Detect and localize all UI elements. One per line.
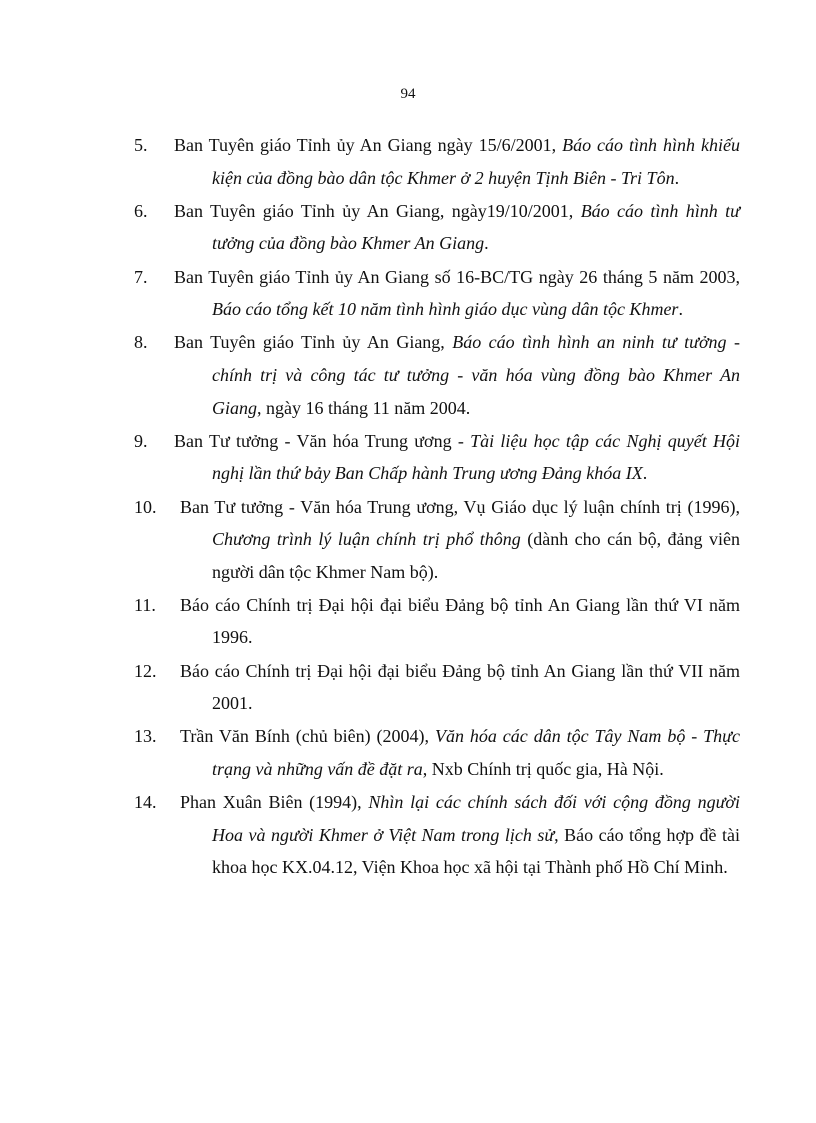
reference-item	[134, 326, 740, 424]
reference-text	[134, 425, 740, 490]
reference-segment: Trần Văn Bính (chủ biên) (2004),	[180, 726, 435, 747]
reference-item	[134, 589, 740, 654]
reference-item	[134, 195, 740, 260]
reference-segment: .	[484, 233, 489, 254]
reference-number: 6.	[134, 200, 148, 221]
reference-title: Nhìn lại các chính sách đối với cộng đồng người Hoa và người Khmer ở Việt Nam trong lịch sử	[212, 792, 740, 845]
reference-title: Báo cáo tình hình khiếu kiện của đồng bào dân tộc Khmer ở 2 huyện Tịnh Biên - Tri Tôn	[212, 135, 741, 188]
reference-segment: Báo cáo Chính trị Đại hội đại biểu Đảng bộ tỉnh An Giang lần thứ VII năm 2001.	[180, 660, 740, 714]
reference-item	[134, 491, 740, 589]
reference-segment: Ban Tuyên giáo Tỉnh ủy An Giang,	[174, 332, 453, 353]
reference-number: 7.	[134, 266, 148, 287]
reference-text	[134, 655, 740, 720]
reference-title: Chương trình lý luận chính trị phổ thông	[212, 529, 521, 550]
reference-item	[134, 261, 740, 326]
reference-segment: (dành cho cán bộ, đảng viên người dân tộc Khmer Nam bộ).	[212, 529, 740, 582]
reference-segment: Báo cáo Chính trị Đại hội đại biểu Đảng bộ tỉnh An Giang lần thứ VI năm 1996.	[180, 594, 740, 648]
reference-list	[134, 129, 740, 885]
reference-number: 11.	[134, 594, 156, 615]
reference-text	[134, 786, 740, 884]
reference-segment: Phan Xuân Biên (1994),	[180, 792, 369, 813]
reference-title: Văn hóa các dân tộc Tây Nam bộ - Thực trạng và những vấn đề đặt ra	[212, 726, 740, 780]
reference-number: 8.	[134, 332, 148, 353]
reference-segment: .	[642, 463, 648, 484]
page-number: 94	[400, 86, 416, 102]
reference-title: Báo cáo tình hình an ninh tư tưởng - chính trị và công tác tư tưởng - văn hóa vùng đồng bào Khmer An Giang	[212, 332, 740, 418]
reference-text	[134, 195, 740, 260]
reference-segment: Ban Tư tưởng - Văn hóa Trung ương, Vụ Giáo dục lý luận chính trị (1996),	[180, 496, 740, 517]
reference-title: Báo cáo tình hình tư tưởng của đồng bào Khmer An Giang	[212, 200, 740, 254]
reference-item	[134, 129, 740, 194]
reference-number: 9.	[134, 430, 148, 451]
reference-segment: .	[678, 299, 683, 320]
reference-text	[134, 261, 740, 326]
reference-segment: .	[674, 167, 680, 188]
reference-item	[134, 720, 740, 785]
reference-segment: , ngày 16 tháng 11 năm 2004.	[257, 397, 471, 418]
reference-text	[134, 129, 740, 194]
reference-segment: , Nxb Chính trị quốc gia, Hà Nội.	[422, 759, 664, 780]
reference-segment: Ban Tuyên giáo Tỉnh ủy An Giang ngày 15/6/2001,	[174, 135, 563, 155]
reference-text	[134, 326, 740, 424]
reference-segment: Ban Tuyên giáo Tỉnh ủy An Giang, ngày19/10/2001,	[174, 200, 581, 221]
reference-text	[134, 589, 740, 654]
reference-text	[134, 720, 740, 785]
reference-segment: Ban Tuyên giáo Tỉnh ủy An Giang số 16-BC/TG ngày 26 tháng 5 năm 2003,	[174, 266, 740, 287]
reference-segment: , Báo cáo tổng hợp đề tài khoa học KX.04.12, Viện Khoa học xã hội tại Thành phố Hồ Chí Minh.	[212, 824, 740, 878]
reference-number: 13.	[134, 726, 157, 747]
reference-number: 12.	[134, 660, 157, 681]
reference-segment: Ban Tư tưởng - Văn hóa Trung ương -	[174, 430, 471, 451]
reference-item	[134, 655, 740, 720]
reference-title: Tài liệu học tập các Nghị quyết Hội nghị lần thứ bảy Ban Chấp hành Trung ương Đảng khóa IX	[212, 430, 740, 484]
reference-item	[134, 786, 740, 884]
reference-title: Báo cáo tổng kết 10 năm tình hình giáo dục vùng dân tộc Khmer	[212, 299, 679, 320]
reference-item	[134, 425, 740, 490]
reference-number: 10.	[134, 496, 157, 517]
reference-number: 14.	[134, 792, 157, 813]
reference-text	[134, 491, 740, 589]
reference-number: 5.	[134, 135, 148, 155]
